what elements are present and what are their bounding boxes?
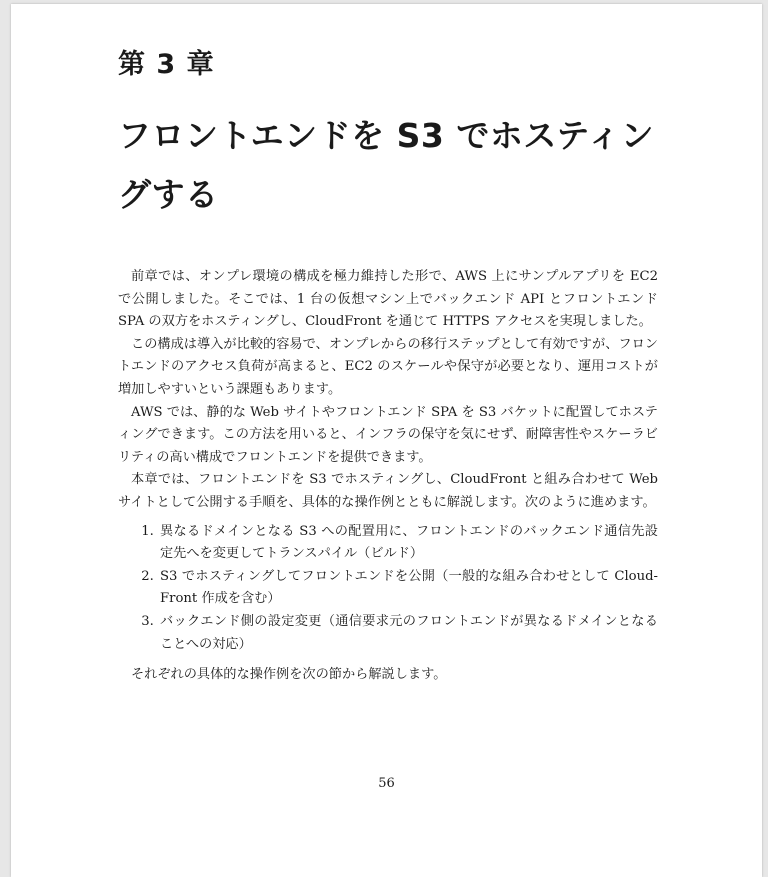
closing-paragraph: それぞれの具体的な操作例を次の節から解説します。 [131,667,447,683]
chapter-title-line-1: フロントエンドを S3 でホスティン [118,116,655,155]
step-item: 1. 異なるドメインとなる S3 への配置用に、フロントエンドのバックエンド通信先設定先へを変更してトランスパイル（ビルド） [158,521,658,566]
body-paragraph: 本章では、フロントエンドを S3 でホスティングし、CloudFront と組み合わせて Web サイトとして公開する手順を、具体的な操作例とともに解説します。次のように進めます。 [118,472,658,510]
chapter-title-line-2: グする [118,175,219,214]
chapter-body [118,266,658,687]
steps-list [118,521,658,657]
body-paragraph: AWS では、静的な Web サイトやフロントエンド SPA を S3 バケットに配置してホスティングできます。この方法を用いると、インフラの保守を気にせず、耐障害性やスケーラビリティの高い構成でフロントエンドを提供できます。 [118,404,658,465]
chapter-title [118,106,678,224]
chapter-label: 第 3 章 [118,49,215,80]
body-paragraph: 前章では、オンプレ環境の構成を極力維持した形で、AWS 上にサンプルアプリを EC2 で公開しました。そこでは、1 台の仮想マシン上でバックエンド API とフロントエンド SPA の双方をホスティングし、CloudFront を通じて HTTPS アクセスを実現しました。 [118,269,658,330]
page-number: 56 [378,776,395,791]
document-page [11,4,762,877]
step-item: 2. S3 でホスティングしてフロントエンドを公開（一般的な組み合わせとして Cloud-Front 作成を含む） [158,566,658,611]
step-item: 3. バックエンド側の設定変更（通信要求元のフロントエンドが異なるドメインとなることへの対応） [158,611,658,656]
body-paragraph: この構成は導入が比較的容易で、オンプレからの移行ステップとして有効ですが、フロントエンドのアクセス負荷が高まると、EC2 のスケールや保守が必要となり、運用コストが増加しやすいという課題もあります。 [118,336,658,397]
